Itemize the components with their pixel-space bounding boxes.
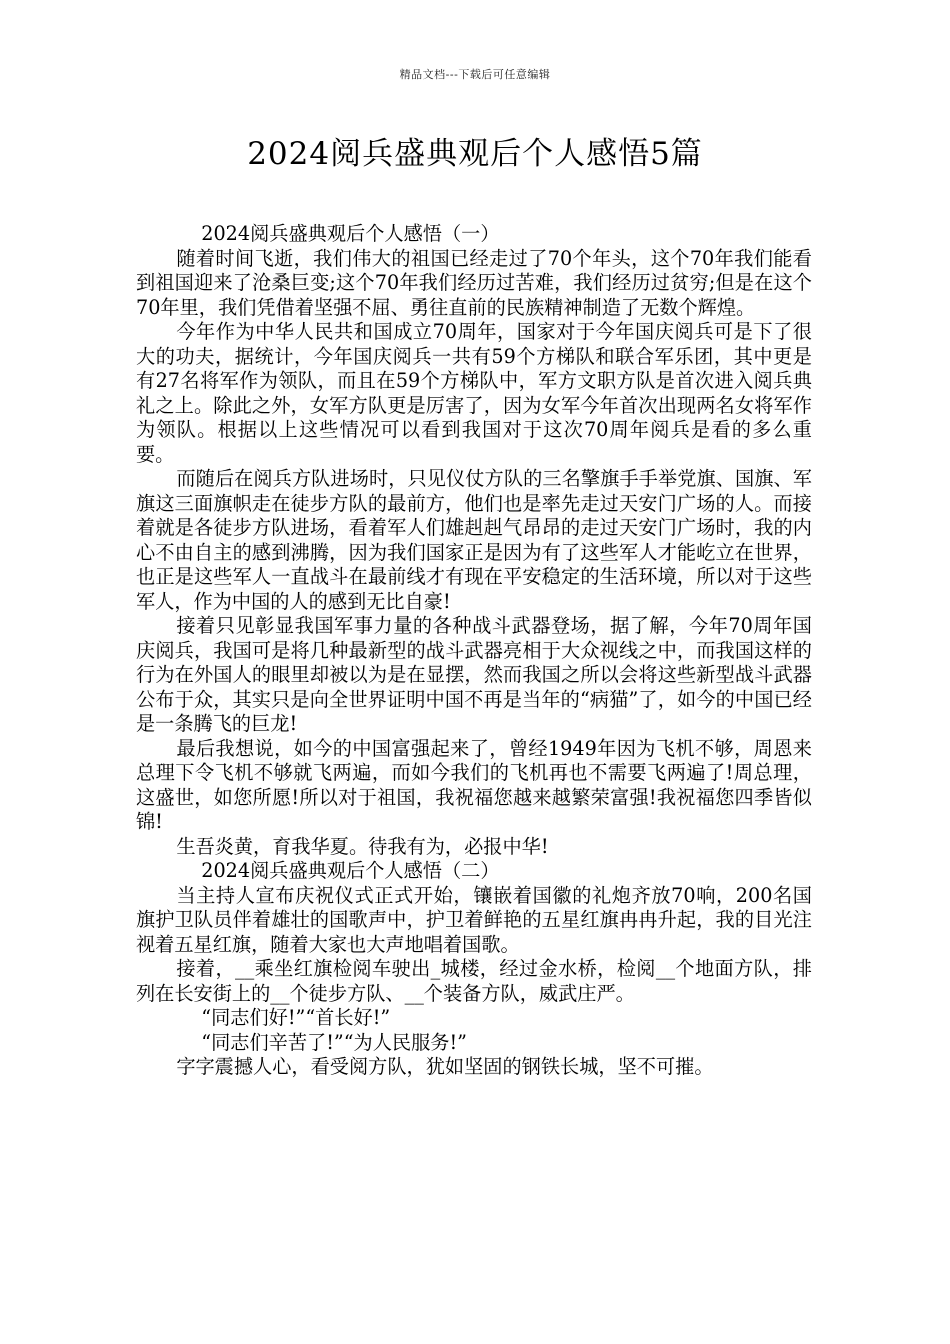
quote-line: “同志们好!”“首长好!”: [201, 1006, 391, 1029]
running-header: 精品文档---下载后可任意编辑: [399, 68, 551, 81]
paragraph: 而随后在阅兵方队进场时，只见仪仗方队的三名擎旗手手举党旗、国旗、军旗这三面旗帜走在徒步方队的最前方，他们也是率先走过天安门广场的人。而接着就是各徒步方队进场，看着军人们雄赳赳气昂昂的走过天安门广场时，我的内心不由自主的感到沸腾，因为我们国家正是因为有了这些军人才能屹立在世界，也正是这些军人一直战斗在最前线才有现在平安稳定的生活环境，所以对于这些军人，作为中国的人的感到无比自豪!: [136, 467, 812, 613]
paragraph: 接着只见彰显我国军事力量的各种战斗武器登场，据了解，今年70周年国庆阅兵，我国可是将几种最新型的战斗武器亮相于大众视线之中，而我国这样的行为在外国人的眼里却被以为是在显摆，然而我国之所以会将这些新型战斗武器公布于众，其实只是向全世界证明中国不再是当年的“病猫”了，如今的中国已经是一条腾飞的巨龙!: [136, 614, 812, 735]
document-body: [136, 222, 812, 1080]
document-title: 2024阅兵盛典观后个人感悟5篇: [247, 136, 703, 172]
quote-line: “同志们辛苦了!”“为人民服务!”: [201, 1030, 467, 1054]
section-heading-2: 2024阅兵盛典观后个人感悟（二）: [201, 859, 500, 882]
paragraph: 最后我想说，如今的中国富强起来了，曾经1949年因为飞机不够，周恩来总理下令飞机不够就飞两遍，而如今我们的飞机再也不需要飞两遍了!周总理，这盛世，如您所愿!所以对于祖国，我祝福您越来越繁荣富强!我祝福您四季皆似锦!: [136, 736, 812, 833]
paragraph: 随着时间飞逝，我们伟大的祖国已经走过了70个年头，这个70年我们能看到祖国迎来了沧桑巨变;这个70年我们经历过苦难，我们经历过贫穷;但是在这个70年里，我们凭借着坚强不屈、勇往直前的民族精神制造了无数个辉煌。: [136, 246, 812, 319]
section-heading-1: 2024阅兵盛典观后个人感悟（一）: [201, 222, 500, 245]
paragraph: 当主持人宣布庆祝仪式正式开始，镶嵌着国徽的礼炮齐放70响，200名国旗护卫队员伴着雄壮的国歌声中，护卫着鲜艳的五星红旗冉冉升起，我的目光注视着五星红旗，随着大家也大声地唱着国歌。: [136, 883, 812, 956]
paragraph: 接着，__乘坐红旗检阅车驶出_城楼，经过金水桥，检阅__个地面方队，排列在长安街上的__个徒步方队、__个装备方队，威武庄严。: [136, 957, 812, 1005]
paragraph: 今年作为中华人民共和国成立70周年，国家对于今年国庆阅兵可是下了很大的功夫，据统计，今年国庆阅兵一共有59个方梯队和联合军乐团，其中更是有27名将军作为领队，而且在59个方梯队中，军方文职方队是首次进入阅兵典礼之上。除此之外，女军方队更是厉害了，因为女军今年首次出现两名女将军作为领队。根据以上这些情况可以看到我国对于这次70周年阅兵是看的多么重要。: [136, 320, 812, 466]
paragraph: 字字震撼人心，看受阅方队，犹如坚固的钢铁长城，坚不可摧。: [176, 1055, 714, 1078]
paragraph: 生吾炎黄，育我华夏。待我有为，必报中华!: [176, 834, 549, 858]
